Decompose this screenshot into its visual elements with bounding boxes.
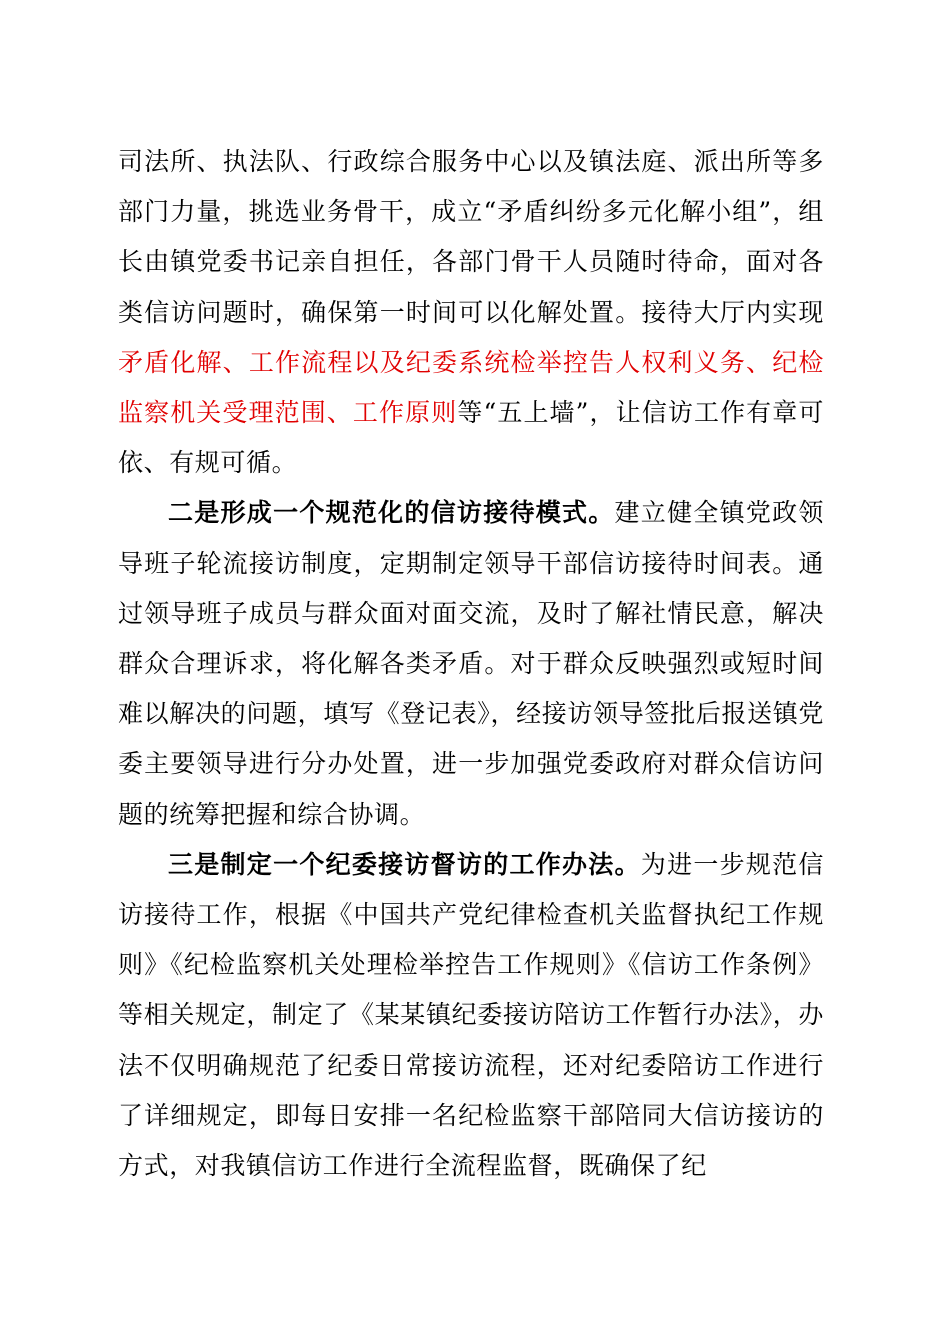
paragraph1-text-after: 等“五上墙”，让信访工作有章可依、有规可循。: [118, 398, 824, 478]
paragraph1-text-before: 司法所、执法队、行政综合服务中心以及镇法庭、派出所等多部门力量，挑选业务骨干，成立“矛盾纠纷多元化解小组”，组长由镇党委书记亲自担任，各部门骨干人员随时待命，面对各类信访问题时，确保第一时间可以化解处置。接待大厅内实现: [118, 147, 824, 327]
paragraph-reception-mode: [118, 488, 824, 839]
paragraph-supervision-method: [118, 840, 824, 1191]
paragraph3-heading: 三是制定一个纪委接访督访的工作办法。: [168, 849, 641, 879]
paragraph-continuation: [118, 137, 824, 488]
paragraph2-heading: 二是形成一个规范化的信访接待模式。: [168, 498, 615, 528]
document-page: [118, 137, 824, 1191]
paragraph2-body: 建立健全镇党政领导班子轮流接访制度，定期制定领导干部信访接待时间表。通过领导班子成员与群众面对面交流，及时了解社情民意，解决群众合理诉求，将化解各类矛盾。对于群众反映强烈或短时间难以解决的问题，填写《登记表》，经接访领导签批后报送镇党委主要领导进行分办处置，进一步加强党委政府对群众信访问题的统筹把握和综合协调。: [118, 498, 824, 829]
paragraph3-body: 为进一步规范信访接待工作，根据《中国共产党纪律检查机关监督执纪工作规则》《纪检监察机关处理检举控告工作规则》《信访工作条例》等相关规定，制定了《某某镇纪委接访陪访工作暂行办法》，办法不仅明确规范了纪委日常接访流程，还对纪委陪访工作进行了详细规定，即每日安排一名纪检监察干部陪同大信访接访的方式，对我镇信访工作进行全流程监督，既确保了纪: [118, 849, 824, 1181]
paragraph1-highlight-red: 矛盾化解、工作流程以及纪委系统检举控告人权利义务、纪检监察机关受理范围、工作原则: [118, 347, 824, 428]
